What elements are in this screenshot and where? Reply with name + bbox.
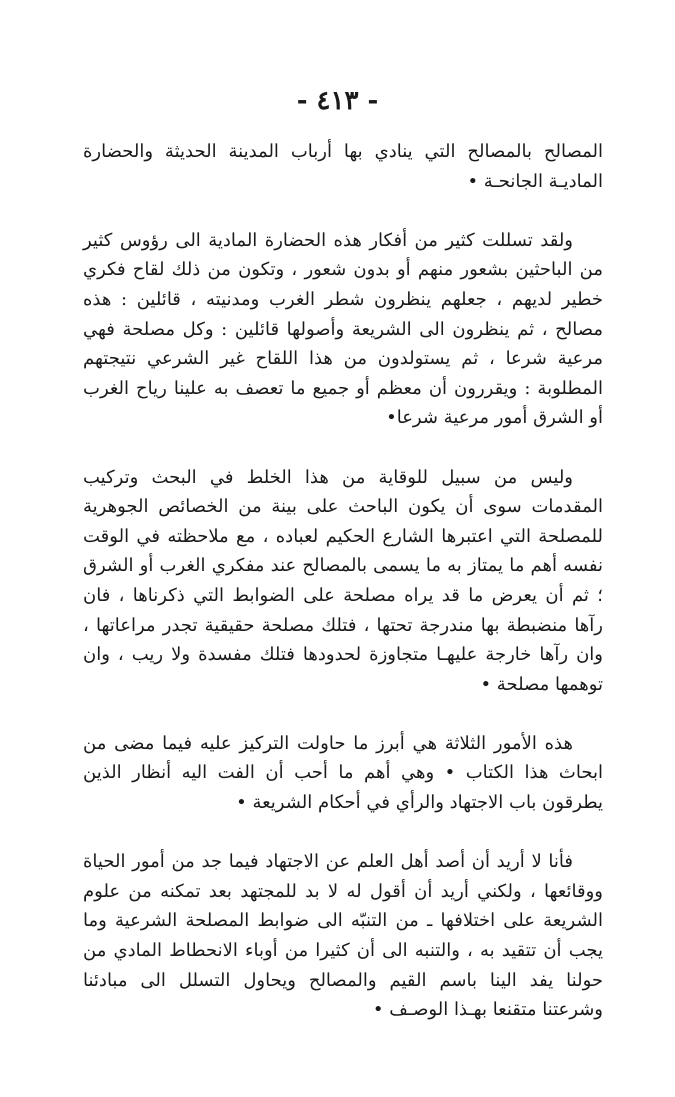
paragraph: وليس من سبيل للوقاية من هذا الخلط في البحث وتركيب المقدمات سوى أن يكون الباحث على بينة من الخصائص الجوهرية للمصلحة التي اعتبرها الشارع الحكيم لعباده ، مع ملاحظته في الوقت نفسه أهم ما يمتاز به ما يسمى بالمصالح عند مفكري الغرب أو الشرق ؛ ثم أن يعرض ما قد يراه مصلحة على الضوابط التي ذكرناها ، فان رآها منضبطة بها مندرجة تحتها ، فتلك مصلحة حقيقية تجدر مراعاتها ، وان رآها خارجة عليهـا متجاوزة لحدودها فتلك مفسدة ولا ريب ، وان توهمها مصلحة • <box>83 466 603 695</box>
paragraph: ولقد تسللت كثير من أفكار هذه الحضارة المادية الى رؤوس كثير من الباحثين بشعور منهم أو بدون شعور ، وتكون من ذلك لقاح فكري خطير لديهم ، جعلهم ينظرون شطر الغرب ومدنيته ، قائلين : هذه مصالح ، ثم ينظرون الى الشريعة وأصولها قائلين : وكل مصلحة فهي مرعية شرعا ، ثم يستولدون من هذا اللقاح غير الشرعي نتيجتهم المطلوبة : ويقررون أن معظم أو جميع ما تعصف به علينا رياح الغرب أو الشرق أمور مرعية شرعا• <box>83 229 603 429</box>
page-number: - ٤١٣ - <box>296 86 379 116</box>
paragraph: المصالح بالمصالح التي ينادي بها أرباب المدينة الحديثة والحضارة الماديـة الجانحـة • <box>83 141 603 192</box>
paragraph: فأنا لا أريد أن أصد أهل العلم عن الاجتهاد فيما جد من أمور الحياة ووقائعها ، ولكني أريد أن أقول له لا بد للمجتهد بعد تمكنه من علوم الشريعة على اختلافها ـ من التنبّه الى ضوابط المصلحة الشرعية وما يجب أن تتقيد به ، والتنبه الى أن كثيرا من أوباء الانحطاط المادي من حولنا يفد الينا باسم القيم والمصالح ويحاول التسلل الى مبادئنا وشرعتنا متقنعا بهـذا الوصـف • <box>83 851 604 1021</box>
paragraph: هذه الأمور الثلاثة هي أبرز ما حاولت التركيز عليه فيما مضى من ابحاث هذا الكتاب • وهي أهم ما أحب أن الفت اليه أنظار الذين يطرقون باب الاجتهاد والرأي في أحكام الشريعة • <box>83 732 603 814</box>
body-text <box>83 137 603 1054</box>
